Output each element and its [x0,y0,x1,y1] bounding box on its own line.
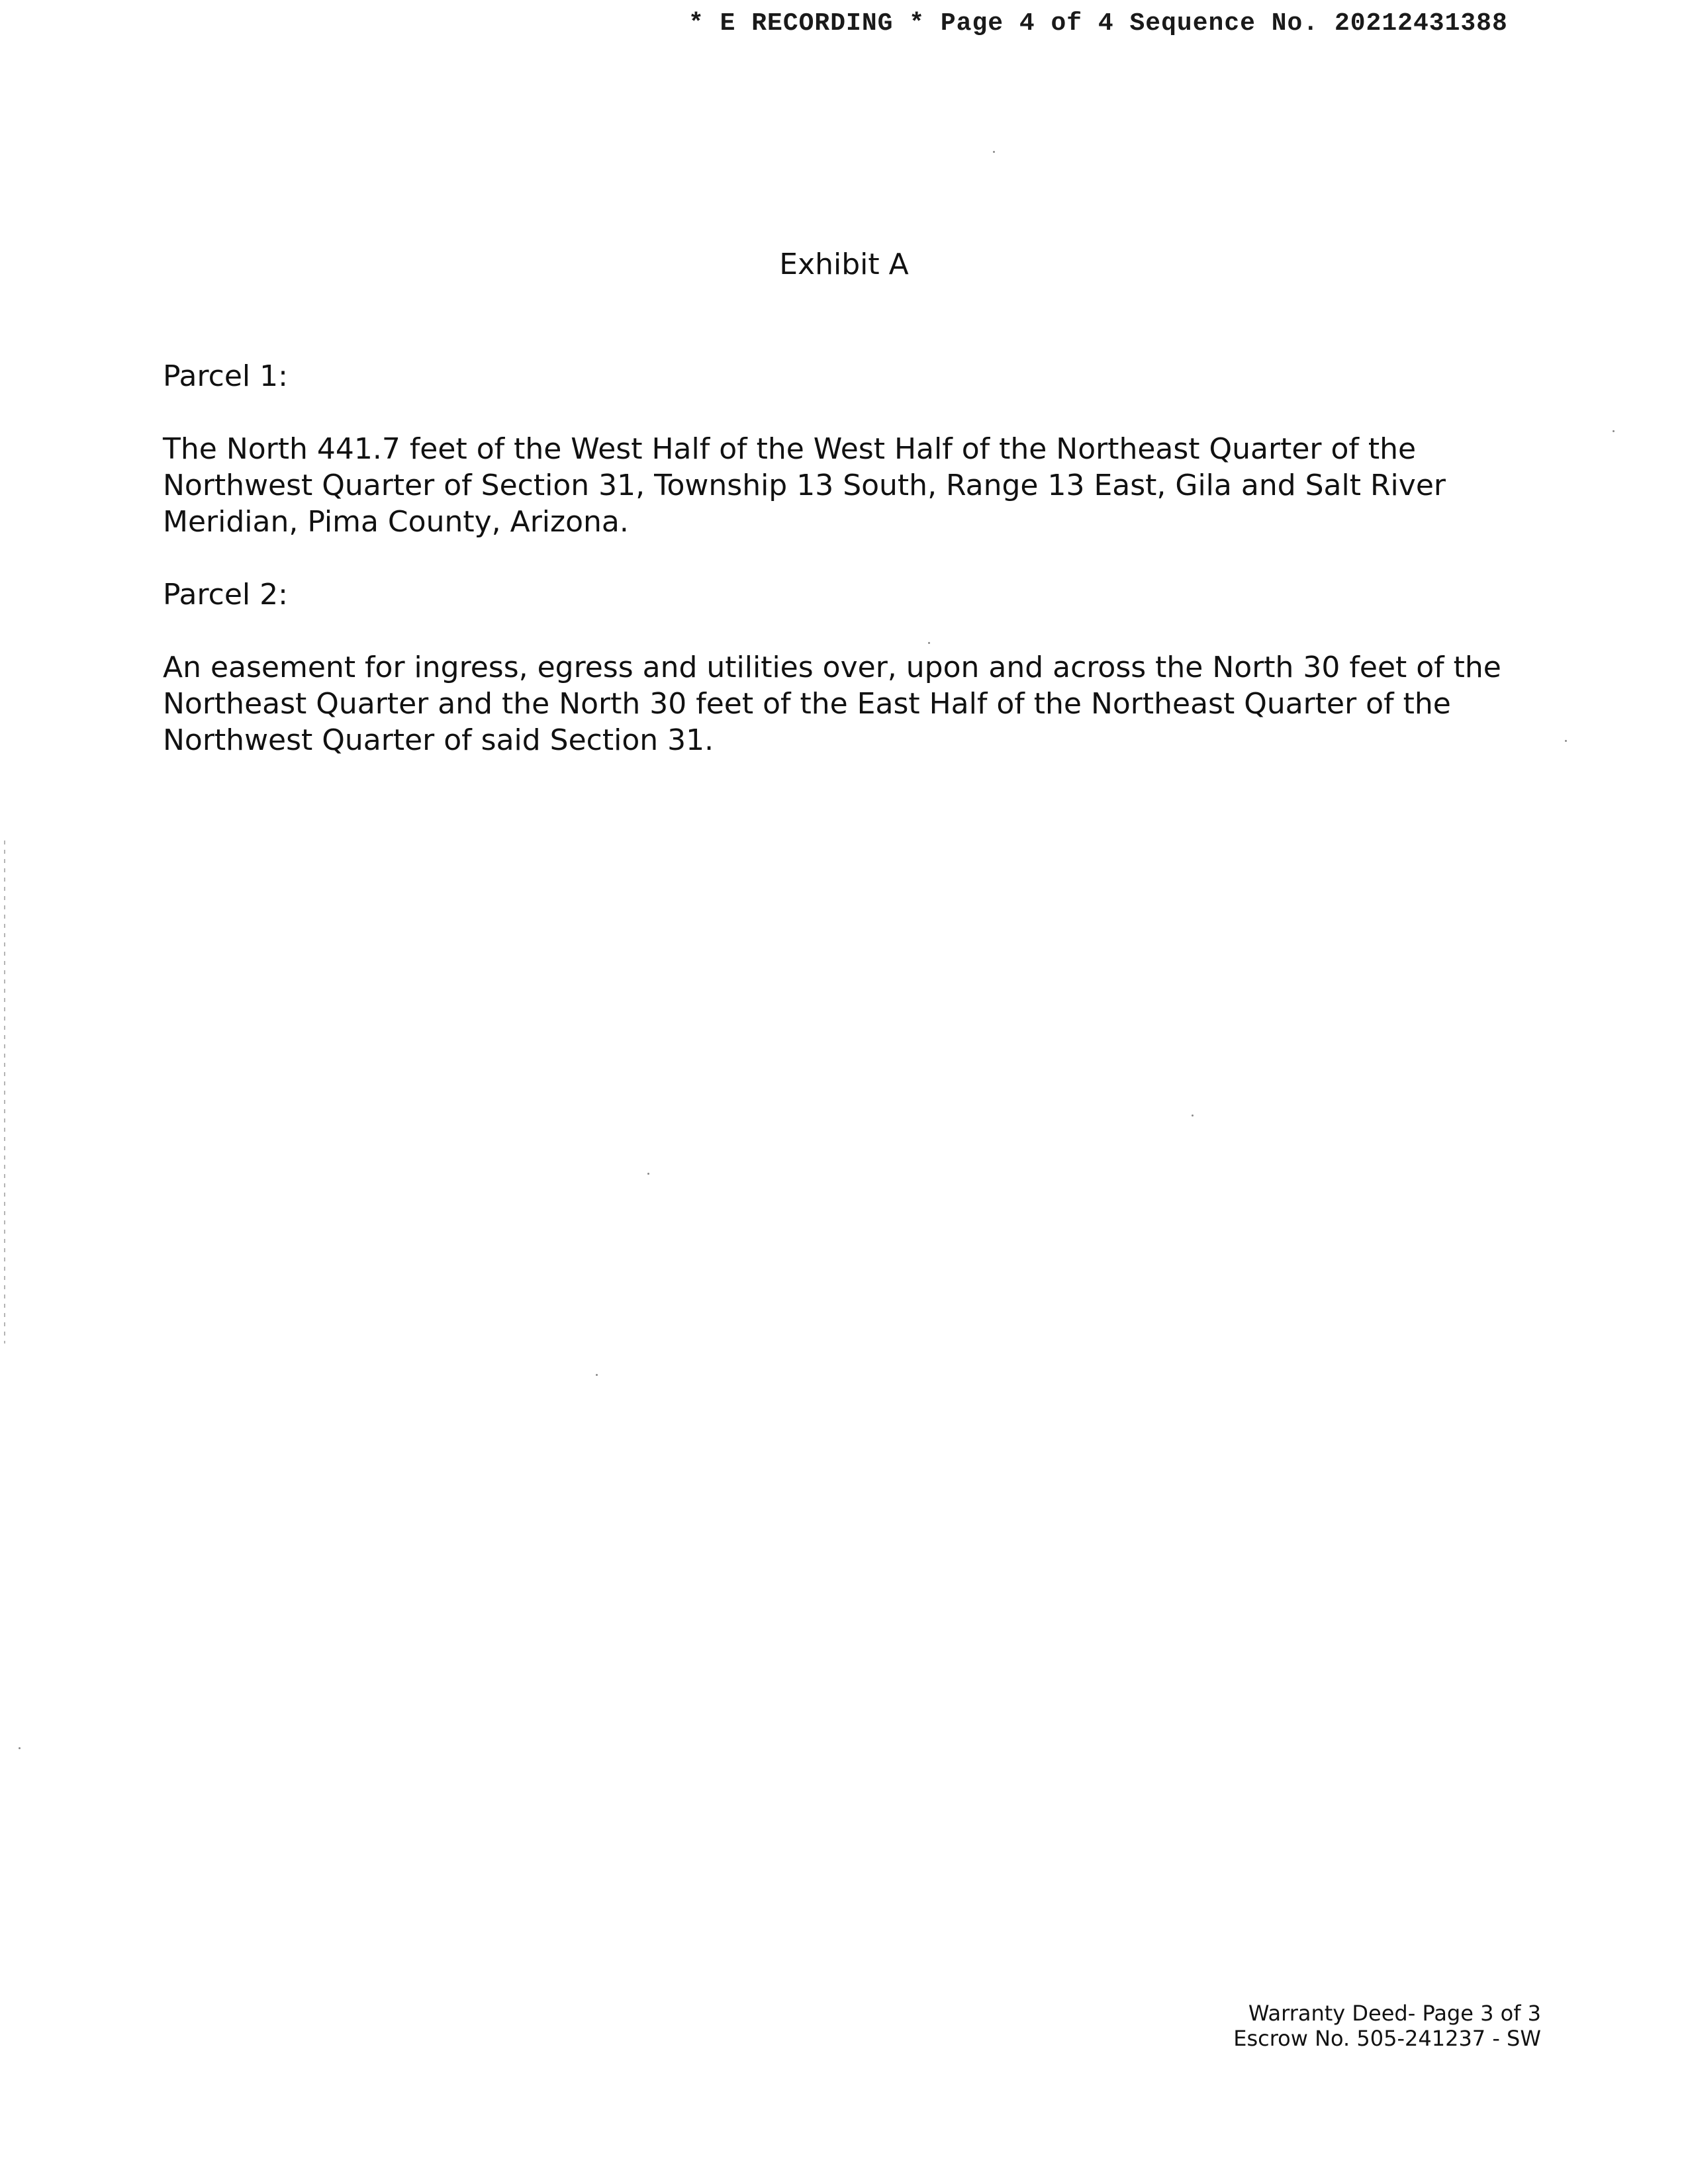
footer-deed-page: Warranty Deed- Page 3 of 3 [1248,2001,1541,2026]
scan-edge-artifact [4,841,5,1343]
scan-speck [1192,1115,1194,1116]
scan-speck [928,642,930,644]
scan-speck [19,1747,21,1749]
scan-speck [993,151,995,153]
parcel-1-description: The North 441.7 feet of the West Half of the West Half of the Northeast Quarter of the Northwest Quarter of Section 31, Township 13 South, Range 13 East, Gila and Salt River Meridian, Pima County, Arizona. [163,432,1446,539]
footer-escrow-number: Escrow No. 505-241237 - SW [1233,2026,1541,2051]
exhibit-title: Exhibit A [779,248,909,281]
scan-speck [596,1374,598,1376]
parcel-1-heading: Parcel 1: [163,359,288,393]
recording-stamp-header: * E RECORDING * Page 4 of 4 Sequence No. 20212431388 [688,9,1508,38]
document-footer [1233,2001,1541,2051]
parcel-2-heading: Parcel 2: [163,578,288,612]
scan-speck [647,1173,649,1175]
scan-speck [1565,740,1567,742]
parcel-2-description: An easement for ingress, egress and utilities over, upon and across the North 30 feet of the Northeast Quarter and the North 30 feet of the East Half of the Northeast Quarter of the Northwest Quarter of said Section 31. [163,651,1501,757]
scan-speck [1613,430,1615,432]
